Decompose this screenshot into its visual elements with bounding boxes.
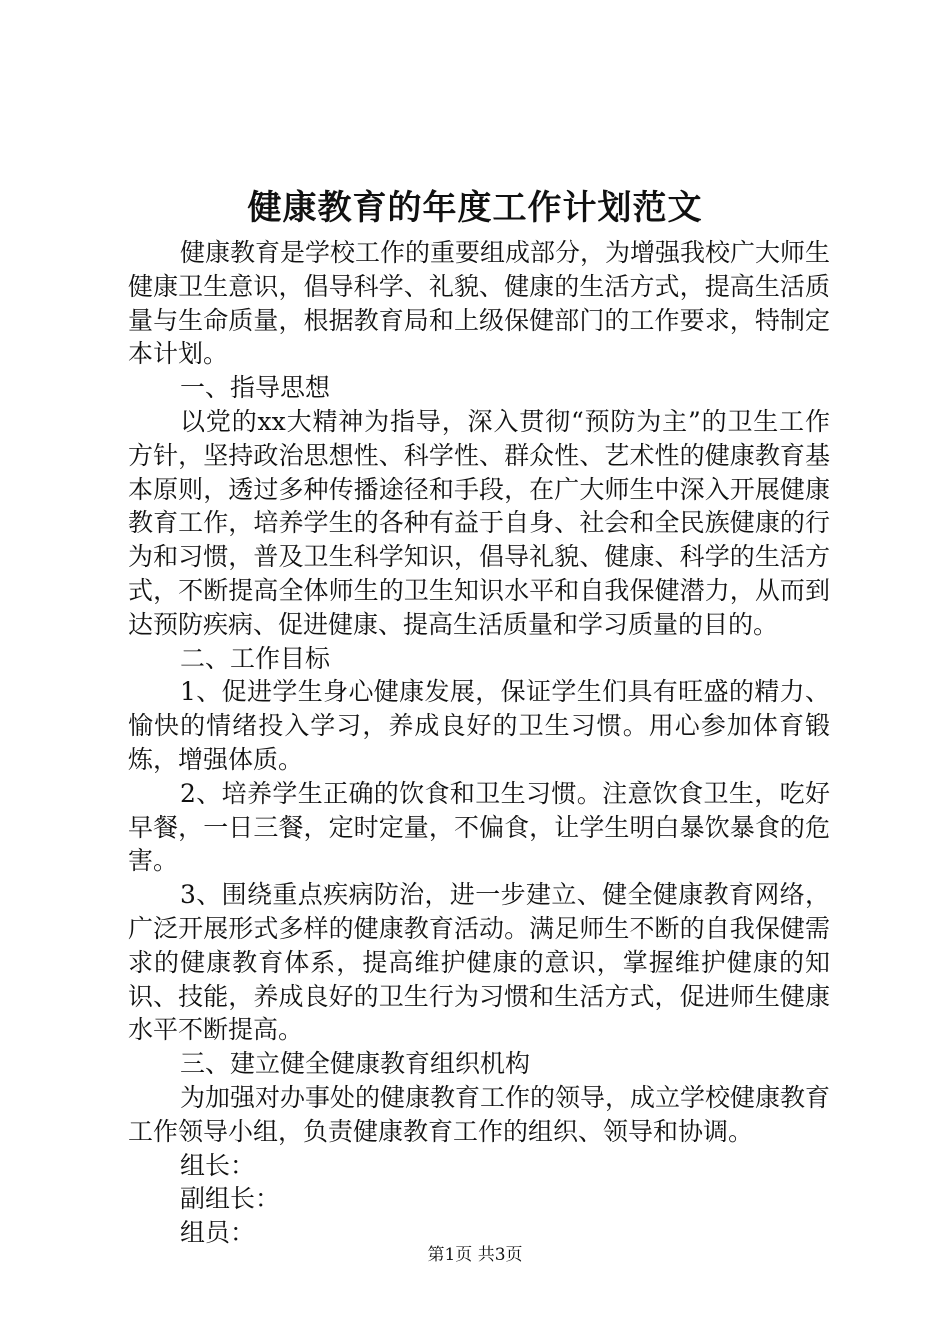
work-goal-item-1: 1、促进学生身心健康发展，保证学生们具有旺盛的精力、愉快的情绪投入学习，养成良好的卫生习惯。用心参加体育锻炼，增强体质。 (128, 677, 830, 774)
group-leader-field: 组长： (180, 1150, 256, 1180)
document-title: 健康教育的年度工作计划范文 (247, 188, 703, 228)
page-footer: 第1页 共3页 (427, 1245, 523, 1265)
section-heading-work-goals: 二、工作目标 (180, 643, 331, 673)
work-goal-item-3: 3、围绕重点疾病防治，进一步建立、健全健康教育网络，广泛开展形式多样的健康教育活动。满足师生不断的自我保健需求的健康教育体系，提高维护健康的意识，掌握维护健康的知识、技能，养成良好的卫生行为习惯和生活方式，促进师生健康水平不断提高。 (128, 880, 830, 1045)
organization-paragraph: 为加强对办事处的健康教育工作的领导，成立学校健康教育工作领导小组，负责健康教育工作的组织、领导和协调。 (128, 1082, 831, 1146)
section-heading-guiding-ideology: 一、指导思想 (180, 373, 331, 403)
deputy-leader-field: 副组长： (180, 1184, 281, 1214)
work-goal-item-2: 2、培养学生正确的饮食和卫生习惯。注意饮食卫生，吃好早餐，一日三餐，定时定量，不偏食，让学生明白暴饮暴食的危害。 (128, 778, 830, 876)
intro-paragraph: 健康教育是学校工作的重要组成部分，为增强我校广大师生健康卫生意识，倡导科学、礼貌、健康的生活方式，提高生活质量与生命质量，根据教育局和上级保健部门的工作要求，特制定本计划。 (128, 238, 831, 369)
section-heading-organization: 三、建立健全健康教育组织机构 (180, 1049, 531, 1079)
document-body (128, 236, 830, 1250)
guiding-ideology-paragraph: 以党的xx大精神为指导，深入贯彻“预防为主”的卫生工作方针，坚持政治思想性、科学性、群众性、艺术性的健康教育基本原则，透过多种传播途径和手段，在广大师生中深入开展健康教育工作，培养学生的各种有益于自身、社会和全民族健康的行为和习惯，普及卫生科学知识，倡导礼貌、健康、科学的生活方式，不断提高全体师生的卫生知识水平和自我保健潜力，从而到达预防疾病、促进健康、提高生活质量和学习质量的目的。 (128, 406, 830, 639)
members-field: 组员： (180, 1218, 256, 1248)
